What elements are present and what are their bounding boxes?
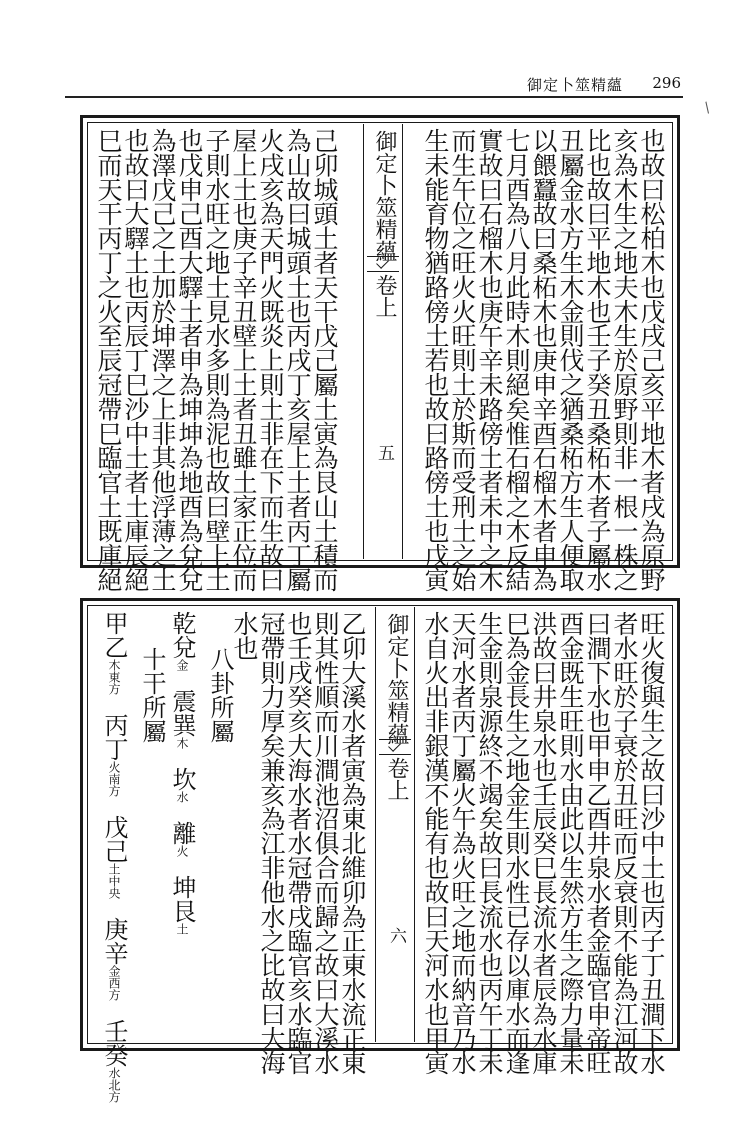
text-column: 水自火出非銀漢不能有也故曰天河水也甲寅 xyxy=(421,611,450,1075)
text-column: 為澤戊己之土加於坤澤之上非其他浮薄之土 xyxy=(148,128,177,592)
element-label: 金 xyxy=(107,965,121,977)
text-column: 酉金既生旺則水由此以生然方生之際力量未 xyxy=(556,611,585,1075)
text-column: 生金則泉源終不竭矣故曰長流水也丙午丁未 xyxy=(475,611,504,1075)
text-column: 冠帶則力厚矣兼亥為江非他水之比故曰大海 xyxy=(257,611,286,1075)
trigram-name: 震巽 xyxy=(168,689,196,737)
text-column: 己卯城頭土者天干戊己屬土寅為艮山土積而 xyxy=(310,128,339,592)
stem-name: 戊己 xyxy=(100,815,128,863)
text-column: 洪故曰井泉水也壬辰癸巳長流水者辰為水庫 xyxy=(529,611,558,1075)
text-column: 生未能育物猶路傍土若也故曰路傍土也戊寅 xyxy=(421,128,450,592)
text-column: 也故曰大驛土也丙辰丁巳沙中土者土庫辰絕 xyxy=(121,128,150,592)
element-label: 木 xyxy=(107,659,121,671)
spine-volume: 卷上 xyxy=(372,274,397,318)
element-label: 水 xyxy=(175,791,189,803)
bagua-heading xyxy=(201,647,235,1074)
bagua-table xyxy=(163,611,197,1038)
text-column: 實故曰石榴木也庚午辛未路傍土者未中之木 xyxy=(475,128,504,592)
text-column: 曰澗下水也甲申乙酉井泉水者金臨官申帝旺 xyxy=(583,611,612,1075)
right-half-text xyxy=(421,611,666,1075)
text-column: 而生午位之旺火火旺則土於斯而受刑土之始 xyxy=(448,128,477,592)
spine-title: 御定卜筮精蘊 xyxy=(372,130,397,262)
page-number: 296 xyxy=(652,74,681,92)
text-column: 則其性順而川澗池沼俱合而歸之故曰大溪水 xyxy=(311,611,340,1075)
text-column: 乙卯大溪水者寅為東北維卯為正東水流正東 xyxy=(338,611,367,1075)
text-column: 丑屬金水方生木金則伐之猶桑柘方生人便取 xyxy=(556,128,585,592)
element-label: 火 xyxy=(107,761,121,773)
tiangan-table xyxy=(95,611,129,1103)
direction-label: 南方 xyxy=(107,773,121,797)
spine-folio-number: 六 xyxy=(386,927,406,944)
text-column: 旺火復與生之故曰沙中土也丙子丁丑澗下水 xyxy=(637,611,666,1075)
element-label: 土 xyxy=(175,923,189,935)
stem-name: 庚辛 xyxy=(100,917,128,965)
bagua-entry xyxy=(167,875,197,935)
text-column: 以餵蠶故曰桑柘木也庚申辛酉石榴木者申為 xyxy=(529,128,558,592)
right-half-text xyxy=(421,128,666,592)
text-column: 火戌亥為天門火既炎上則土非在下而生故曰 xyxy=(256,128,285,592)
element-label: 火 xyxy=(175,845,189,857)
direction-label: 中央 xyxy=(107,875,121,899)
element-label: 水 xyxy=(107,1067,121,1079)
direction-label: 西方 xyxy=(107,977,121,1001)
left-half-text xyxy=(94,128,339,592)
stray-mark: / xyxy=(701,99,714,117)
element-label: 土 xyxy=(107,863,121,875)
fish-tail-icon xyxy=(379,739,411,755)
fish-tail-icon xyxy=(367,256,399,272)
tiangan-entry xyxy=(99,713,129,797)
text-column: 巳為金長生之地金生則水性已存以庫水而逢 xyxy=(502,611,531,1075)
text-column: 也壬戌癸亥大海水者水冠帶戌臨官亥水臨官 xyxy=(284,611,313,1075)
tiangan-heading xyxy=(133,647,167,1074)
stem-name: 丙丁 xyxy=(100,713,128,761)
spine-volume: 卷上 xyxy=(384,757,409,801)
stem-name: 甲乙 xyxy=(100,611,128,659)
bagua-heading-text: 八卦所屬 xyxy=(206,647,234,743)
text-column: 水也 xyxy=(230,611,259,660)
trigram-name: 坤艮 xyxy=(168,875,196,923)
bagua-entry xyxy=(167,821,197,857)
bagua-entry xyxy=(167,689,197,749)
trigram-name: 離 xyxy=(168,821,196,845)
text-column: 者水旺於子衰於丑旺而反衰則不能為江河故 xyxy=(610,611,639,1075)
element-label: 木 xyxy=(175,737,189,749)
spine-folio-number: 五 xyxy=(374,444,394,461)
center-spine xyxy=(375,607,415,1042)
trigram-name: 坎 xyxy=(168,767,196,791)
left-half-text xyxy=(95,611,367,1103)
bagua-entry xyxy=(167,767,197,803)
tiangan-entry xyxy=(99,917,129,1001)
direction-label: 東方 xyxy=(107,671,121,695)
header-title: 御定卜筮精蘊 xyxy=(526,76,623,94)
folio-page-top xyxy=(80,115,680,592)
tiangan-heading-text: 十干所屬 xyxy=(138,647,166,743)
running-header xyxy=(65,70,683,98)
text-column: 也戊申己酉大驛土者申為坤坤為地酉為兌兌 xyxy=(175,128,204,592)
direction-label: 北方 xyxy=(107,1079,121,1103)
text-column: 屋上土也庚子辛丑壁上土者丑雖土家正位而 xyxy=(229,128,258,592)
tiangan-entry xyxy=(99,611,129,695)
tiangan-entry xyxy=(99,815,129,899)
text-column: 也故曰松柏木也戊戌己亥平地木者戌為原野 xyxy=(637,128,666,592)
bagua-entry xyxy=(167,611,197,671)
spine-title: 御定卜筮精蘊 xyxy=(384,613,409,745)
text-column: 比也故曰平地木也壬子癸丑桑柘木者子屬水 xyxy=(583,128,612,592)
element-label: 金 xyxy=(175,659,189,671)
folio-page-bottom xyxy=(80,598,680,1103)
center-spine xyxy=(363,124,403,559)
stem-name: 壬癸 xyxy=(100,1019,128,1067)
trigram-name: 乾兌 xyxy=(168,611,196,659)
text-column: 天河水者丙丁屬火午為火旺之地而納音乃水 xyxy=(448,611,477,1075)
text-column: 七月酉為八月此時木則絕矣惟石榴之木反結 xyxy=(502,128,531,592)
text-column: 亥為木生之地夫木生於原野則非一根一株之 xyxy=(610,128,639,592)
text-column: 子則水旺之地土見水多則為泥也故曰壁上土 xyxy=(202,128,231,592)
text-column: 巳而天干丙丁之火至辰冠帶巳臨官土既庫絕 xyxy=(94,128,123,592)
tiangan-entry xyxy=(99,1019,129,1103)
text-column: 為山故曰城頭土也丙戌丁亥屋上土者丙丁屬 xyxy=(283,128,312,592)
